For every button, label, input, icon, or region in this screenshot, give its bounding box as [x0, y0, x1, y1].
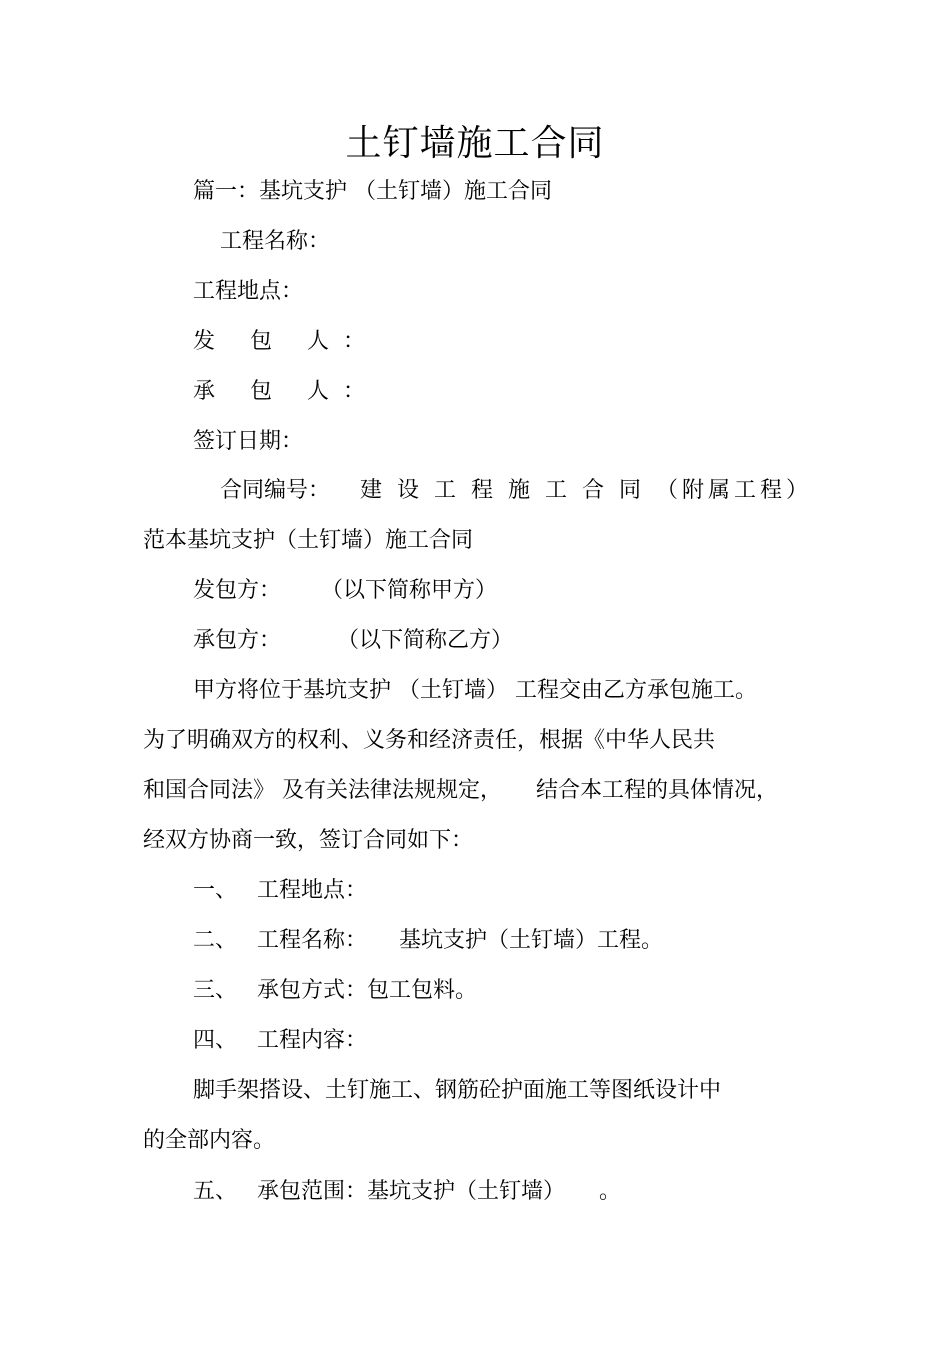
party-a-note: （以下简称甲方）	[321, 578, 498, 603]
clause-4	[193, 1026, 367, 1056]
contractor-label: 承 包 人：	[193, 379, 379, 404]
clause-3-text: 承包方式：包工包料。	[257, 978, 478, 1003]
party-b-note: （以下简称乙方）	[337, 628, 514, 653]
party-b-line	[193, 626, 513, 656]
chapter-heading: 篇一：基坑支护 （土钉墙）施工合同	[193, 179, 552, 204]
body-paragraph-line-3a: 和国合同法》 及有关法律法规规定，	[143, 778, 502, 803]
clause-5-text: 承包范围：基坑支护（土钉墙）	[257, 1179, 566, 1204]
party-a-label: 发包方：	[193, 578, 282, 603]
clause-5	[193, 1177, 621, 1207]
body-paragraph-line-1: 甲方将位于基坑支护 （土钉墙） 工程交由乙方承包施工。	[193, 678, 757, 703]
clause-3	[193, 976, 477, 1006]
clause-1	[193, 876, 367, 906]
clause-2-label: 工程名称：	[257, 928, 368, 953]
clause-2	[193, 926, 663, 956]
clause-5-number: 五、	[193, 1179, 238, 1204]
clause-2-value: 基坑支护（土钉墙）工程。	[399, 928, 664, 953]
clause-5-end: 。	[599, 1179, 622, 1204]
party-a-line	[193, 576, 497, 606]
clause-4-number: 四、	[193, 1028, 238, 1053]
project-name-label: 工程名称：	[220, 229, 331, 254]
contract-type-text: 建 设 工 程 施 工 合 同 （附属工程）	[360, 478, 812, 503]
document-title: 土钉墙施工合同	[345, 123, 605, 164]
project-location-label: 工程地点：	[193, 279, 304, 304]
template-name-text: 范本基坑支护（土钉墙）施工合同	[143, 528, 474, 553]
contract-number-line	[220, 476, 812, 506]
clause-4-content-line-1: 脚手架搭设、土钉施工、钢筋砼护面施工等图纸设计中	[193, 1078, 722, 1103]
body-paragraph-line-4: 经双方协商一致，签订合同如下：	[143, 828, 474, 853]
clause-1-text: 工程地点：	[257, 878, 368, 903]
clause-3-number: 三、	[193, 978, 238, 1003]
clause-1-number: 一、	[193, 878, 238, 903]
party-b-label: 承包方：	[193, 628, 282, 653]
signing-date-label: 签订日期：	[193, 429, 304, 454]
clause-2-number: 二、	[193, 928, 238, 953]
contract-number-label: 合同编号：	[220, 478, 331, 503]
body-paragraph-line-3	[143, 776, 778, 806]
body-paragraph-line-3b: 结合本工程的具体情况，	[536, 778, 779, 803]
employer-label: 发 包 人：	[193, 329, 379, 354]
clause-4-text: 工程内容：	[257, 1028, 368, 1053]
clause-4-content-line-2: 的全部内容。	[143, 1128, 276, 1153]
body-paragraph-line-2: 为了明确双方的权利、义务和经济责任，根据《中华人民共	[143, 728, 716, 753]
